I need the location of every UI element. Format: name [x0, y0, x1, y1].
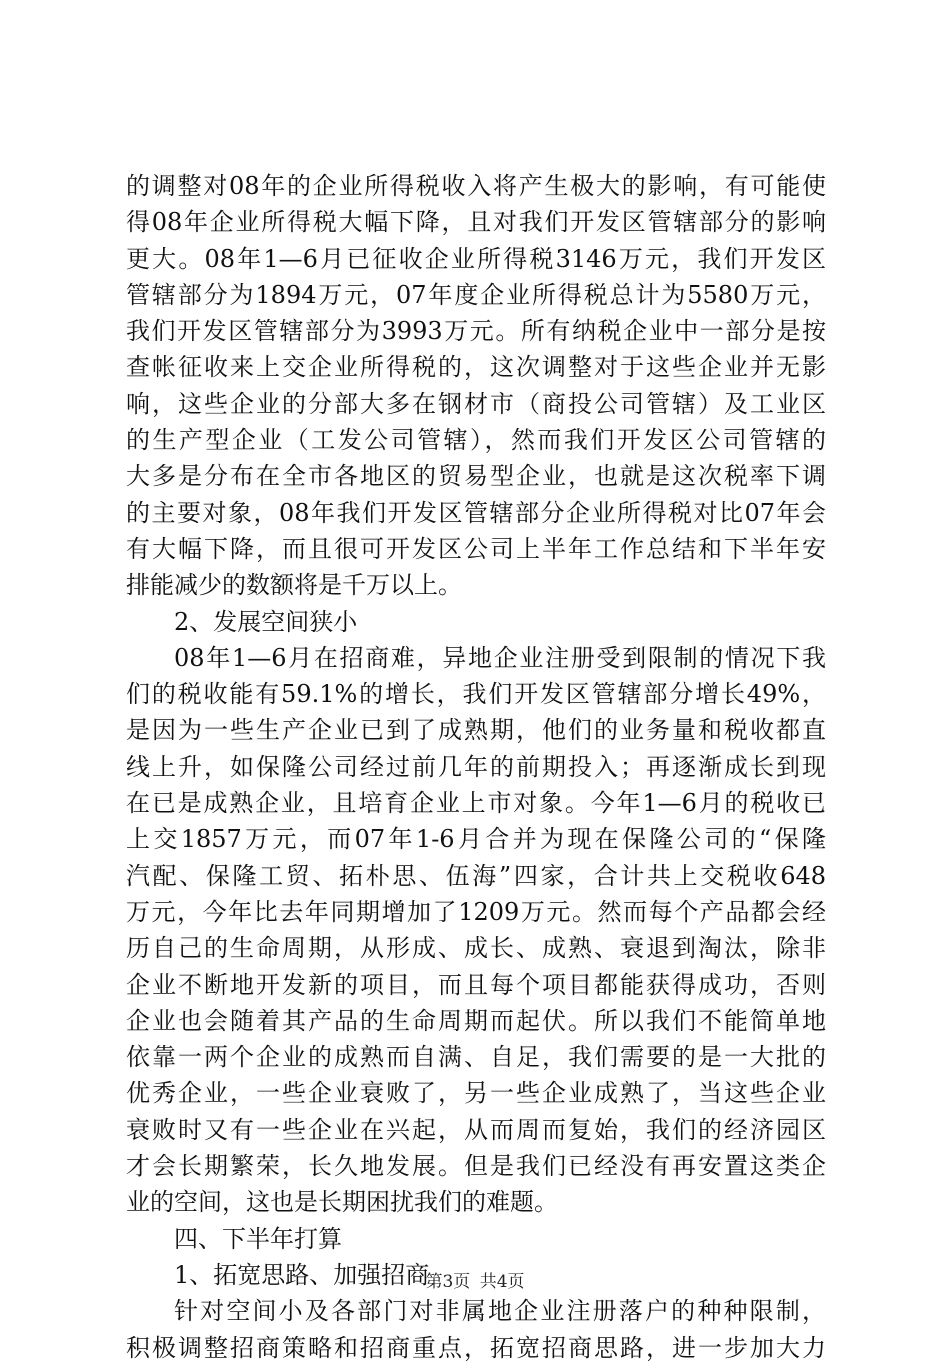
- text-line: 是因为一些生产企业已到了成熟期，他们的业务量和税收都直: [126, 716, 826, 745]
- text-line: 优秀企业，一些企业衰败了，另一些企业成熟了，当这些企业: [126, 1079, 826, 1108]
- page-total: 共4页: [479, 1272, 525, 1292]
- text-line: 查帐征收来上交企业所得税的，这次调整对于这些企业并无影: [126, 353, 826, 382]
- text-line: 上交1857万元，而07年1-6月合并为现在保隆公司的“保隆: [126, 825, 826, 854]
- section-heading: 四、下半年打算: [174, 1224, 342, 1253]
- text-line: 才会长期繁荣，长久地发展。但是我们已经没有再安置这类企: [126, 1152, 826, 1181]
- text-line: 得08年企业所得税大幅下降，且对我们开发区管辖部分的影响: [126, 208, 826, 237]
- text-line: 万元，今年比去年同期增加了1209万元。然而每个产品都会经: [126, 897, 826, 926]
- text-line: 的生产型企业（工发公司管辖），然而我们开发区公司管辖的: [126, 426, 826, 455]
- text-line: 依靠一两个企业的成熟而自满、自足，我们需要的是一大批的: [126, 1043, 826, 1072]
- text-line: 的主要对象，08年我们开发区管辖部分企业所得税对比07年会: [126, 498, 826, 527]
- page-number: 第3页: [425, 1272, 471, 1292]
- text-line: 管辖部分为1894万元，07年度企业所得税总计为5580万元，: [126, 280, 826, 309]
- text-line: 们的税收能有59.1%的增长，我们开发区管辖部分增长49%，: [126, 680, 826, 709]
- text-line: 针对空间小及各部门对非属地企业注册落户的种种限制，: [174, 1297, 826, 1326]
- text-line: 我们开发区管辖部分为3993万元。所有纳税企业中一部分是按: [126, 317, 826, 346]
- text-line: 响，这些企业的分部大多在钢材市（商投公司管辖）及工业区: [126, 389, 826, 418]
- text-line: 的调整对08年的企业所得税收入将产生极大的影响，有可能使: [126, 172, 826, 200]
- text-line: 有大幅下降，而且很可开发区公司上半年工作总结和下半年安: [126, 534, 826, 563]
- text-line: 积极调整招商策略和招商重点，拓宽招商思路，进一步加大力: [126, 1333, 826, 1362]
- text-line: 历自己的生命周期，从形成、成长、成熟、衰退到淘汰，除非: [126, 934, 826, 963]
- text-line: 大多是分布在全市各地区的贸易型企业，也就是这次税率下调: [126, 462, 826, 491]
- section-heading: 2、发展空间狭小: [174, 607, 358, 636]
- text-line: 企业也会随着其产品的生命周期而起伏。所以我们不能简单地: [126, 1006, 826, 1035]
- text-line: 更大。08年1—6月已征收企业所得税3146万元，我们开发区: [126, 244, 826, 273]
- text-line: 线上升，如保隆公司经过前几年的前期投入；再逐渐成长到现: [126, 752, 826, 781]
- text-line: 企业不断地开发新的项目，而且每个项目都能获得成功，否则: [126, 970, 826, 999]
- text-line: 汽配、保隆工贸、拓朴思、伍海”四家，合计共上交税收648: [126, 861, 826, 890]
- text-line: 在已是成熟企业，且培育企业上市对象。今年1—6月的税收已: [126, 789, 826, 818]
- page-footer: [0, 1272, 950, 1292]
- section-heading: 1、拓宽思路、加强招商: [174, 1260, 430, 1289]
- text-line: 业的空间，这也是长期困扰我们的难题。: [126, 1188, 558, 1217]
- text-line: 衰败时又有一些企业在兴起，从而周而复始，我们的经济园区: [126, 1115, 826, 1144]
- document-body: [126, 168, 826, 1366]
- text-line: 排能减少的数额将是千万以上。: [126, 571, 462, 600]
- text-line: 08年1—6月在招商难，异地企业注册受到限制的情况下我: [174, 643, 826, 672]
